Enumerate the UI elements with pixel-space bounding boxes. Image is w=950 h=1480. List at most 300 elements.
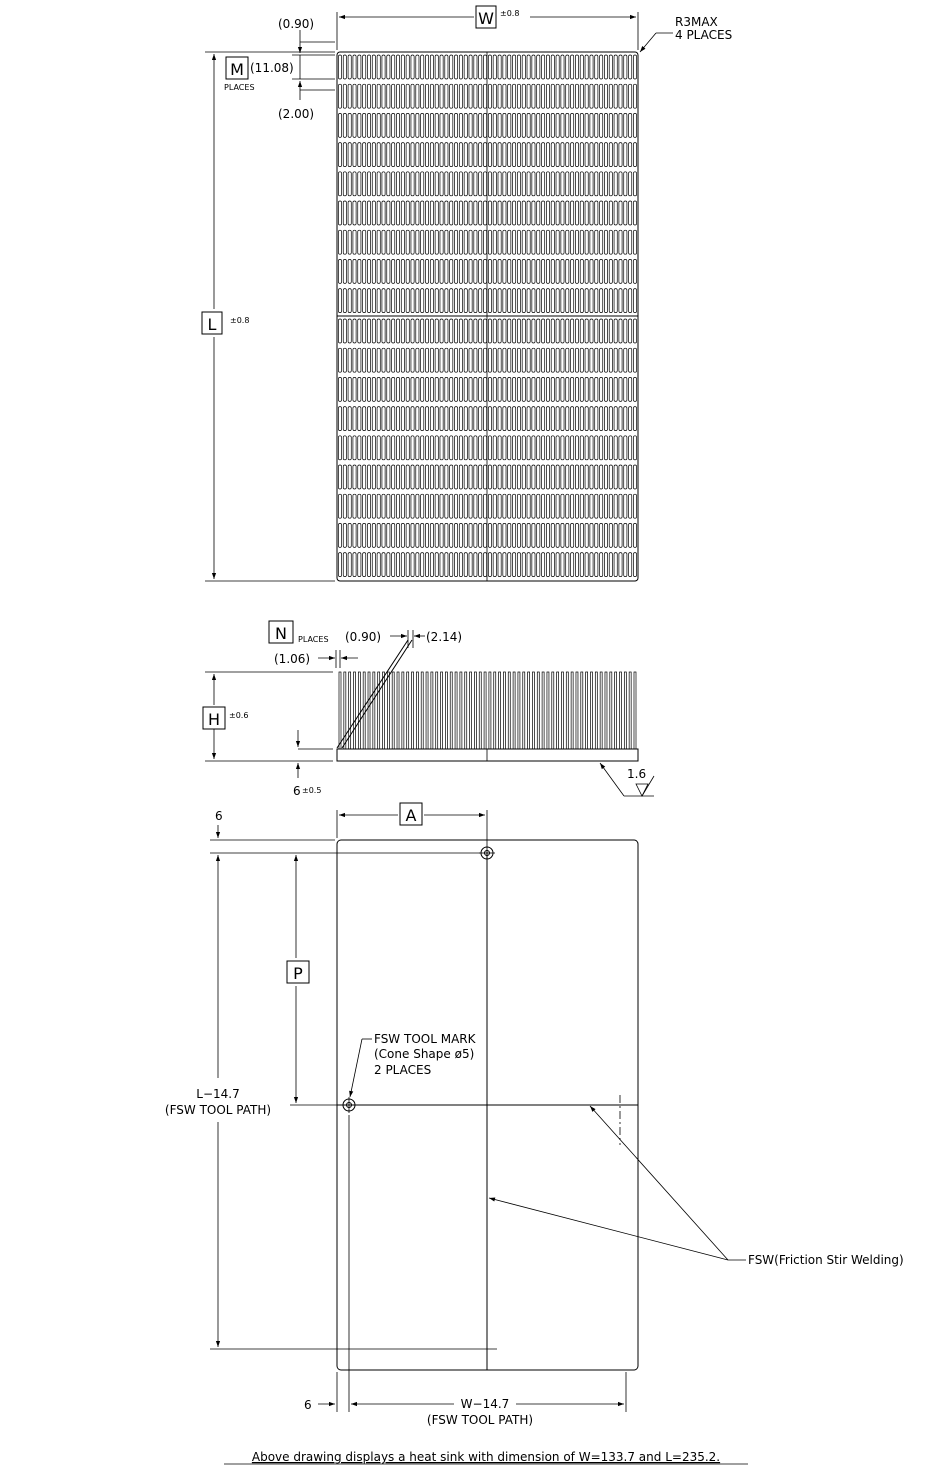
fin-slot <box>372 348 375 372</box>
fin-slot <box>377 289 380 313</box>
fin-slot <box>367 230 370 254</box>
fin-slot <box>556 348 559 372</box>
fin-slot <box>566 289 569 313</box>
fin-slot <box>440 201 443 225</box>
fin-slot <box>367 407 370 431</box>
fin-slot <box>604 465 607 489</box>
fin-slot <box>561 201 564 225</box>
fin-slot <box>503 55 506 79</box>
caption: Above drawing displays a heat sink with dimension of W=133.7 and L=235.2. <box>251 1450 721 1464</box>
fin-slot <box>440 523 443 547</box>
fin-slot <box>430 172 433 196</box>
width-tool-path-note: (FSW TOOL PATH) <box>426 1413 534 1427</box>
fin-slot <box>619 55 622 79</box>
fin-slot <box>629 143 632 167</box>
fin-slot <box>517 407 520 431</box>
fin-slot <box>435 84 438 108</box>
fin-slot <box>454 465 457 489</box>
fin-slot <box>522 407 525 431</box>
fin-slot <box>629 553 632 577</box>
fin-slot <box>561 523 564 547</box>
fin-slot <box>493 553 496 577</box>
fin-slot <box>425 172 428 196</box>
fin-slot <box>532 436 535 460</box>
fin-slot <box>430 259 433 283</box>
fin-slot <box>396 407 399 431</box>
fin-slot <box>411 201 414 225</box>
fin-slot <box>488 465 491 489</box>
fin-slot <box>527 436 530 460</box>
fin-slot <box>561 230 564 254</box>
fin-slot <box>619 143 622 167</box>
fin-slot <box>401 230 404 254</box>
fin-slot <box>609 465 612 489</box>
fin-slot <box>508 553 511 577</box>
fin-slot <box>614 201 617 225</box>
fin-slot <box>493 465 496 489</box>
fin-slot <box>488 523 491 547</box>
fin-slot <box>517 319 520 343</box>
fin-slot <box>532 377 535 401</box>
fin-slot <box>392 348 395 372</box>
fin-slot <box>469 523 472 547</box>
fin-slot <box>353 523 356 547</box>
fin-slot <box>440 377 443 401</box>
fin-slot <box>517 523 520 547</box>
fin-slot <box>575 201 578 225</box>
fin-slot <box>464 289 467 313</box>
fin-slot <box>396 259 399 283</box>
fin-slot <box>609 289 612 313</box>
fin-slot <box>353 230 356 254</box>
fin-slot <box>483 289 486 313</box>
fin-slot <box>556 113 559 137</box>
fin-slot <box>338 465 341 489</box>
fin-slot <box>600 436 603 460</box>
fin-slot <box>590 84 593 108</box>
fin-slot <box>542 113 545 137</box>
fin-slot <box>358 230 361 254</box>
fin-slot <box>488 201 491 225</box>
fin-slot <box>367 289 370 313</box>
fin-slot <box>421 113 424 137</box>
fin-slot <box>382 407 385 431</box>
fin-slot <box>387 465 390 489</box>
fin-slot <box>396 553 399 577</box>
fin-slot <box>600 348 603 372</box>
fin-slot <box>522 55 525 79</box>
fin-slot <box>440 319 443 343</box>
fin-slot <box>401 407 404 431</box>
fin-slot <box>387 259 390 283</box>
fin-slot <box>600 259 603 283</box>
fin-slot <box>459 348 462 372</box>
fin-slot <box>561 113 564 137</box>
fin-slot <box>542 289 545 313</box>
fin <box>513 672 515 749</box>
fin-slot <box>590 465 593 489</box>
fin-slot <box>600 289 603 313</box>
fin-slot <box>614 84 617 108</box>
fin-slot <box>604 377 607 401</box>
fin-slot <box>425 230 428 254</box>
fin-slot <box>464 523 467 547</box>
fin-slot <box>542 494 545 518</box>
fin-slot <box>406 84 409 108</box>
fin-slot <box>508 84 511 108</box>
fin-slot <box>566 172 569 196</box>
fin-slot <box>469 143 472 167</box>
fin-slot <box>517 84 520 108</box>
fin-slot <box>633 289 636 313</box>
fin-slot <box>503 319 506 343</box>
fin-slot <box>377 436 380 460</box>
fin-slot <box>382 84 385 108</box>
fin-slot <box>396 172 399 196</box>
fin-slot <box>604 523 607 547</box>
fin-slot <box>580 143 583 167</box>
fin-slot <box>537 377 540 401</box>
fin-slot <box>425 201 428 225</box>
fin <box>600 672 602 749</box>
fin-slot <box>590 230 593 254</box>
fin-slot <box>387 553 390 577</box>
h-tolerance: ±0.6 <box>229 711 249 720</box>
fin-slot <box>595 55 598 79</box>
fin-slot <box>551 494 554 518</box>
fin-slot <box>343 465 346 489</box>
fin-slot <box>445 201 448 225</box>
fin-slot <box>503 259 506 283</box>
fin-slot <box>551 289 554 313</box>
fin-slot <box>571 319 574 343</box>
fin-slot <box>566 494 569 518</box>
fin-slot <box>382 143 385 167</box>
fin-slot <box>343 553 346 577</box>
fin-slot <box>624 436 627 460</box>
fin-slot <box>527 494 530 518</box>
fin-slot <box>348 84 351 108</box>
fin-slot <box>561 348 564 372</box>
fin <box>523 672 525 749</box>
fin-slot <box>372 172 375 196</box>
fin-slot <box>425 84 428 108</box>
fin-slot <box>338 289 341 313</box>
fin-slot <box>614 348 617 372</box>
p-label: P <box>293 964 303 983</box>
fin-slot <box>614 230 617 254</box>
fin-slot <box>479 407 482 431</box>
fin-slot <box>503 348 506 372</box>
fin-slot <box>396 55 399 79</box>
fin-slot <box>450 84 453 108</box>
fin-slot <box>353 172 356 196</box>
gap-bottom-value: (2.00) <box>278 107 315 121</box>
fin-slot <box>600 113 603 137</box>
fin-slot <box>382 465 385 489</box>
fin-slot <box>425 465 428 489</box>
fin-slot <box>425 523 428 547</box>
fin-slot <box>411 113 414 137</box>
fin-slot <box>580 553 583 577</box>
fin-slot <box>343 377 346 401</box>
fin-slot <box>527 553 530 577</box>
fin-slot <box>459 259 462 283</box>
fin-slot <box>338 113 341 137</box>
fin-slot <box>556 407 559 431</box>
fin-slot <box>343 289 346 313</box>
fin-slot <box>614 289 617 313</box>
surface-finish: 1.6 <box>627 767 647 781</box>
fin-slot <box>396 230 399 254</box>
fin-slot <box>459 319 462 343</box>
fin-slot <box>348 348 351 372</box>
fin-slot <box>406 143 409 167</box>
fin-slot <box>392 553 395 577</box>
fin-slot <box>396 113 399 137</box>
fin-slot <box>401 348 404 372</box>
fin-slot <box>387 230 390 254</box>
fin-slot <box>450 436 453 460</box>
fin-slot <box>498 494 501 518</box>
fin-slot <box>561 259 564 283</box>
fin-slot <box>556 172 559 196</box>
fin-slot <box>575 494 578 518</box>
fin-slot <box>401 523 404 547</box>
fin-slot <box>421 201 424 225</box>
fin-slot <box>517 259 520 283</box>
width-tool-path: W−14.7 <box>460 1397 510 1411</box>
fin-slot <box>600 230 603 254</box>
fin-slot <box>488 259 491 283</box>
fin-slot <box>454 407 457 431</box>
fin-slot <box>358 465 361 489</box>
fin-slot <box>435 407 438 431</box>
fin-slot <box>522 259 525 283</box>
fin-slot <box>474 377 477 401</box>
fin-slot <box>609 348 612 372</box>
fin-slot <box>406 289 409 313</box>
fin-slot <box>392 143 395 167</box>
fin-slot <box>411 494 414 518</box>
fin-slot <box>387 494 390 518</box>
fin-slot <box>363 55 366 79</box>
fin <box>426 672 428 749</box>
fin <box>595 672 597 749</box>
fin-slot <box>411 84 414 108</box>
fin-slot <box>614 319 617 343</box>
fin-slot <box>483 172 486 196</box>
fin-slot <box>343 113 346 137</box>
fin-slot <box>633 553 636 577</box>
fin-slot <box>503 113 506 137</box>
fin-slot <box>493 55 496 79</box>
fin-slot <box>537 553 540 577</box>
fin-slot <box>609 553 612 577</box>
fin-slot <box>537 201 540 225</box>
fin-slot <box>508 348 511 372</box>
fin-slot <box>416 143 419 167</box>
fin-slot <box>561 436 564 460</box>
fin-slot <box>537 113 540 137</box>
fin-slot <box>619 348 622 372</box>
fin-slot <box>580 84 583 108</box>
fin-slot <box>556 377 559 401</box>
fin-slot <box>367 436 370 460</box>
fin-slot <box>537 407 540 431</box>
fin-slot <box>464 84 467 108</box>
fin-slot <box>503 494 506 518</box>
fin-slot <box>527 172 530 196</box>
fin-slot <box>614 494 617 518</box>
fin-slot <box>566 465 569 489</box>
fin-slot <box>464 319 467 343</box>
fin-slot <box>450 407 453 431</box>
fin-slot <box>561 553 564 577</box>
fin-slot <box>430 348 433 372</box>
fin-slot <box>363 289 366 313</box>
fin-slot <box>609 55 612 79</box>
fin-slot <box>513 259 516 283</box>
fin <box>624 672 626 749</box>
fin-slot <box>609 113 612 137</box>
fin-slot <box>522 201 525 225</box>
fin-slot <box>537 172 540 196</box>
fin-slot <box>595 494 598 518</box>
fin-slot <box>580 230 583 254</box>
fin-slot <box>406 553 409 577</box>
fin-slot <box>498 348 501 372</box>
fin-slot <box>561 55 564 79</box>
fin-slot <box>425 407 428 431</box>
fin-slot <box>401 436 404 460</box>
fin-slot <box>445 113 448 137</box>
fin-slot <box>435 319 438 343</box>
fin-slot <box>624 407 627 431</box>
fin-slot <box>421 319 424 343</box>
fin-slot <box>532 113 535 137</box>
fin <box>537 672 539 749</box>
fin-slot <box>454 553 457 577</box>
fin-slot <box>624 289 627 313</box>
fin-slot <box>469 55 472 79</box>
fin-slot <box>459 523 462 547</box>
fin-slot <box>363 465 366 489</box>
fin-slot <box>556 259 559 283</box>
fin-slot <box>542 259 545 283</box>
fin-slot <box>363 259 366 283</box>
fin-slot <box>532 407 535 431</box>
fin-slot <box>513 289 516 313</box>
fin-slot <box>382 494 385 518</box>
fin-slot <box>474 407 477 431</box>
fin <box>528 672 530 749</box>
fin-slot <box>377 494 380 518</box>
fin-slot <box>561 465 564 489</box>
fin-slot <box>580 172 583 196</box>
fin-slot <box>469 377 472 401</box>
fin-slot <box>440 465 443 489</box>
fin-slot <box>595 289 598 313</box>
fin-slot <box>421 289 424 313</box>
tool-mark-note: FSW TOOL MARK <box>374 1032 476 1046</box>
fin-slot <box>469 201 472 225</box>
fin-slot <box>537 55 540 79</box>
fin <box>532 672 534 749</box>
fin-slot <box>517 143 520 167</box>
fin-slot <box>488 553 491 577</box>
fin-slot <box>537 84 540 108</box>
fin-slot <box>566 436 569 460</box>
fin-slot <box>619 553 622 577</box>
fin-slot <box>590 348 593 372</box>
fin-slot <box>387 84 390 108</box>
fin-slot <box>454 494 457 518</box>
fin <box>518 672 520 749</box>
fin <box>470 672 472 749</box>
fin-slot <box>416 230 419 254</box>
fin-slot <box>421 230 424 254</box>
fin-slot <box>367 143 370 167</box>
fin-slot <box>537 494 540 518</box>
fin-slot <box>595 348 598 372</box>
fin-slot <box>546 113 549 137</box>
fin-slot <box>585 259 588 283</box>
fin-slot <box>421 55 424 79</box>
fin-slot <box>556 55 559 79</box>
fin <box>581 672 583 749</box>
fin-slot <box>585 289 588 313</box>
fin-slot <box>513 407 516 431</box>
fin-slot <box>604 553 607 577</box>
fin-slot <box>493 259 496 283</box>
fin-slot <box>377 172 380 196</box>
fin-slot <box>367 113 370 137</box>
fin-slot <box>604 143 607 167</box>
fin-slot <box>435 289 438 313</box>
fin-slot <box>609 259 612 283</box>
fin-slot <box>459 113 462 137</box>
fin-slot <box>469 230 472 254</box>
fin-slot <box>590 553 593 577</box>
fin-slot <box>493 289 496 313</box>
fin-slot <box>551 436 554 460</box>
fin-slot <box>624 494 627 518</box>
fin-slot <box>498 553 501 577</box>
fin-slot <box>551 201 554 225</box>
fin-slot <box>629 172 632 196</box>
fin-slot <box>474 55 477 79</box>
fin-slot <box>629 55 632 79</box>
fin <box>450 672 452 749</box>
fin-slot <box>629 348 632 372</box>
fin-slot <box>401 113 404 137</box>
fin-slot <box>430 553 433 577</box>
fin-slot <box>377 348 380 372</box>
fin-slot <box>440 230 443 254</box>
fin-slot <box>556 289 559 313</box>
fin <box>455 672 457 749</box>
fin-slot <box>624 377 627 401</box>
fin-slot <box>479 377 482 401</box>
fin-slot <box>421 553 424 577</box>
fin-slot <box>358 523 361 547</box>
fin-slot <box>517 436 520 460</box>
h-label: H <box>207 710 221 729</box>
fin-slot <box>338 143 341 167</box>
fin-slot <box>571 348 574 372</box>
fin-slot <box>474 523 477 547</box>
